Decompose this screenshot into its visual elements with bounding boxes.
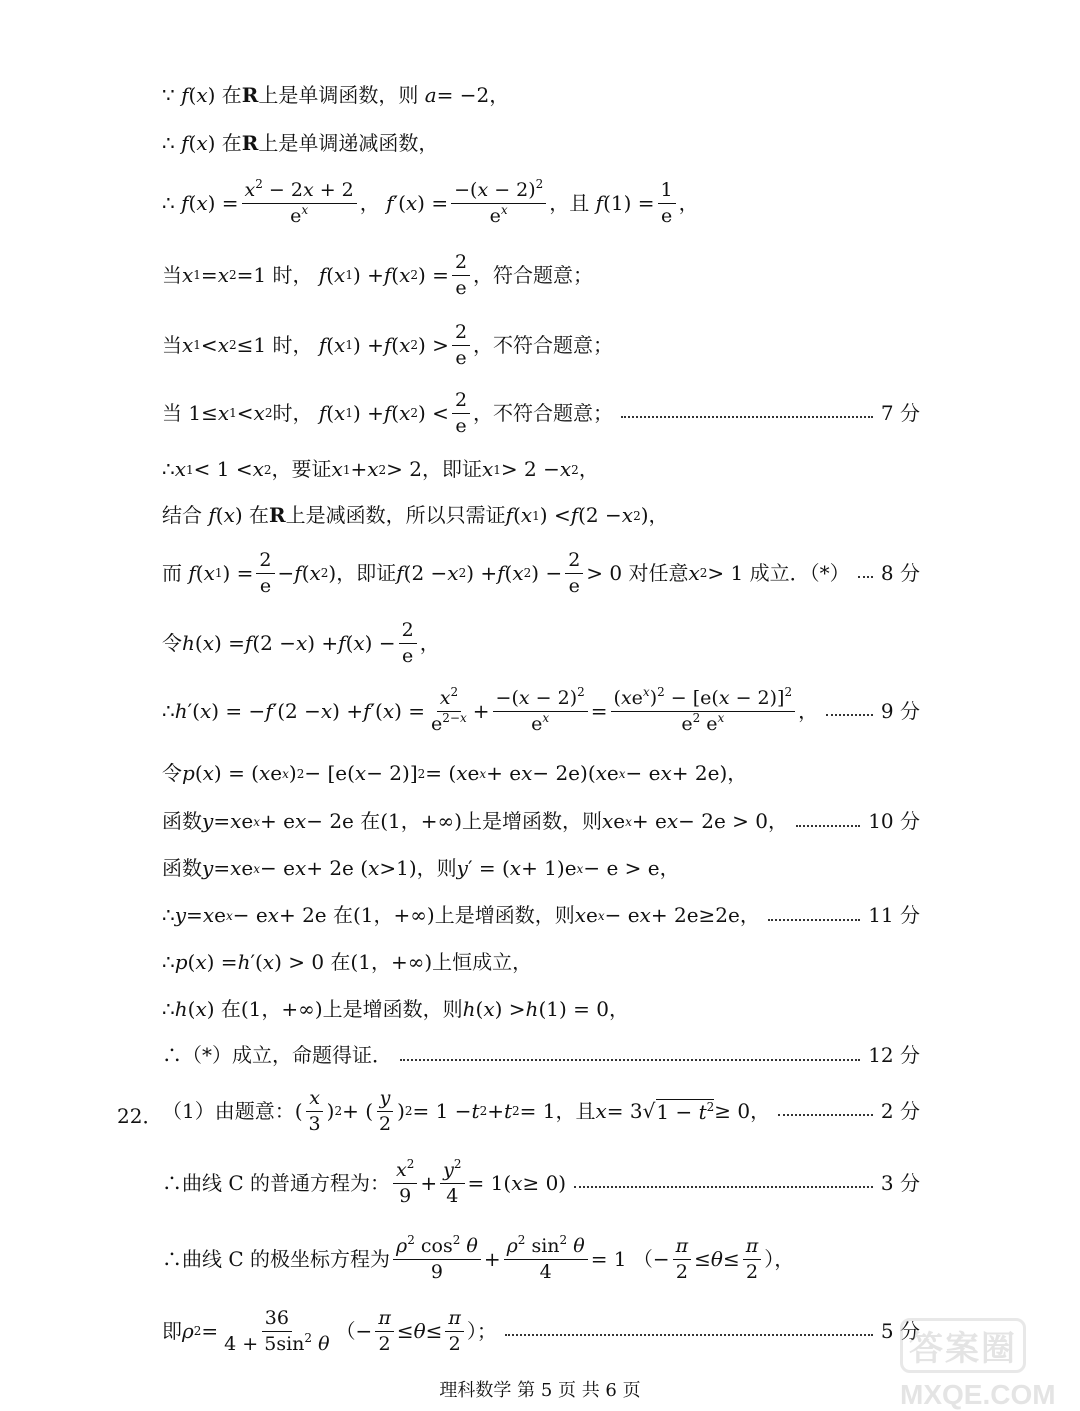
line-content: 函数 y = x e x + e x − 2e 在(1，+∞)上是增函数，则 x e x + e x − 2e > 0， — [162, 809, 789, 833]
fraction: $\frac{36}{4 + 5\sin^2 \theta}$ — [224, 1307, 330, 1355]
dotted-leader — [574, 1186, 873, 1188]
watermark — [900, 1318, 1075, 1408]
score-label: 11 分 — [868, 903, 920, 927]
fraction: $\frac{\pi}{2}$ — [743, 1236, 762, 1283]
line-content: ∴ f ( x ) = $\frac{x^2 - 2x + 2}{e^x}$ ， f ′( x ) = $\frac{-(x - 2)^2}{e^x}$ ，且 f (1) = $\frac{1}{e}$ ， — [162, 177, 699, 227]
fraction: $\frac{y^2}{4}$ — [440, 1160, 464, 1207]
line-content: ∴ f ( x ) 在 R 上是单调递减函数， — [162, 131, 439, 155]
proof-line-8 — [162, 504, 920, 527]
dotted-leader — [796, 825, 860, 827]
proof-line-5 — [162, 322, 920, 369]
fraction: $\frac{y}{2}$ — [376, 1088, 394, 1135]
fraction: $\frac{2}{e}$ — [452, 322, 470, 369]
line-content: 函数 y = x e x − e x + 2e ( x >1)，则 y ′ = ( x + 1)e x − e > e， — [162, 856, 680, 880]
dotted-leader — [400, 1059, 860, 1061]
score-label: 9 分 — [880, 698, 920, 723]
fraction: $\frac{\pi}{2}$ — [375, 1308, 394, 1355]
fraction: $\frac{\rho^2 \cos^2 \theta}{9}$ — [393, 1236, 481, 1283]
line-content: 当 1≤ x 1 < x 2 时， f ( x 1 ) + f ( x 2 ) < $\frac{2}{e}$ ，不符合题意； — [162, 389, 614, 437]
line-content: ∴ p ( x ) = h ′( x ) > 0 在(1，+∞)上恒成立， — [162, 950, 533, 974]
fraction: $\frac{2}{e}$ — [565, 550, 583, 597]
proof-line-18 — [162, 1044, 920, 1067]
dotted-leader — [858, 576, 873, 578]
score-label: 10 分 — [868, 809, 920, 833]
fraction: $\frac{2}{e}$ — [452, 390, 470, 437]
proof-line-16 — [162, 951, 920, 974]
line-content: ∴ h ′( x ) = − f ′(2 − x ) + f ′( x ) = $\frac{x^2}{e^{2-x}}$ + $\frac{-(x - 2)^2}{e^x}$ = $\frac{(xe^x)^2 - [e(x - 2)]^2}{e^2 e^x}$ ， — [162, 685, 819, 735]
proof-line-12 — [162, 762, 920, 785]
line-content: 结合 f ( x ) 在 R 上是减函数，所以只需证 f ( x 1 ) < f (2 − x 2 )， — [162, 503, 669, 527]
watermark-url: MXQE.COM — [900, 1379, 1056, 1410]
proof-line-21 — [162, 1233, 920, 1283]
line-content: 当 x 1 = x 2 =1 时， f ( x 1 ) + f ( x 2 ) = $\frac{2}{e}$ ，符合题意； — [162, 251, 594, 299]
line-content: ∴曲线 C 的普通方程为： $\frac{x^2}{9}$ + $\frac{y^2}{4}$ = 1( x ≥ 0) — [162, 1157, 567, 1207]
fraction: $\frac{x^2}{9}$ — [393, 1160, 417, 1207]
page-footer: 理科数学 第 5 页 共 6 页 — [439, 1380, 641, 1401]
fraction: $\frac{-(x - 2)^2}{e^x}$ — [451, 180, 546, 227]
line-content: 令 p ( x ) = ( x e x ) 2 − [e( x − 2)] 2 = ( x e x + e x − 2e)( x e x − e x + 2e)， — [162, 761, 748, 785]
fraction: $\frac{1}{e}$ — [658, 180, 676, 227]
dotted-leader — [621, 416, 873, 418]
proof-line-13 — [162, 810, 920, 833]
proof-line-19 — [162, 1088, 920, 1135]
score-label: 2 分 — [880, 1098, 920, 1123]
fraction: $\frac{\pi}{2}$ — [673, 1236, 692, 1283]
line-content: 令 h ( x ) = f (2 − x ) + f ( x ) − $\frac{2}{e}$ ， — [162, 619, 440, 667]
fraction: $\frac{x^2}{e^{2-x}}$ — [431, 685, 467, 735]
proof-line-2 — [162, 132, 920, 155]
proof-line-20 — [162, 1157, 920, 1207]
fraction: $\frac{2}{e}$ — [399, 620, 417, 667]
line-content: ∴曲线 C 的极坐标方程为 $\frac{\rho^2 \cos^2 \theta}{9}$ + $\frac{\rho^2 \sin^2 \theta}{4}$ = 1 （− $\frac{\pi}{2}$ ≤ θ ≤ $\frac{\pi}{2}$ ）， — [162, 1233, 795, 1283]
score-label: 3 分 — [880, 1170, 920, 1195]
score-label: 7 分 — [880, 400, 920, 425]
proof-line-3 — [162, 177, 920, 227]
line-content: ∵ f ( x ) 在 R 上是单调函数，则 a = −2， — [162, 83, 510, 107]
proof-line-14 — [162, 857, 920, 880]
fraction: $\frac{-(x - 2)^2}{e^x}$ — [493, 688, 588, 735]
fraction: $\frac{\rho^2 \sin^2 \theta}{4}$ — [504, 1236, 588, 1283]
fraction: $\frac{x^2 - 2x + 2}{e^x}$ — [242, 180, 357, 227]
line-content: ∴ h ( x ) 在(1，+∞)上是增函数，则 h ( x ) > h (1) = 0， — [162, 997, 629, 1021]
dotted-leader — [768, 919, 860, 921]
score-label: 8 分 — [880, 560, 920, 585]
proof-line-7 — [162, 458, 920, 481]
fraction: $\frac{x}{3}$ — [306, 1088, 324, 1135]
dotted-leader — [505, 1334, 873, 1336]
dotted-leader — [826, 714, 873, 716]
line-content: 当 x 1 < x 2 ≤1 时， f ( x 1 ) + f ( x 2 ) > $\frac{2}{e}$ ，不符合题意； — [162, 321, 614, 369]
fraction: $\frac{2}{e}$ — [452, 252, 470, 299]
line-content: （1）由题意：( $\frac{x}{3}$ ) 2 + ( $\frac{y}{2}$ ) 2 = 1 − t 2 + t 2 = 1，且 x = 3√ $1 - t^2$ ≥ 0， — [162, 1087, 771, 1135]
line-content: ∴ y = x e x − e x + 2e 在(1，+∞)上是增函数，则 x e x − e x + 2e≥2e， — [162, 903, 760, 927]
proof-line-22 — [162, 1308, 920, 1355]
dotted-leader — [778, 1114, 873, 1116]
proof-line-17 — [162, 998, 920, 1021]
line-content: ∴ x 1 < 1 < x 2 ，要证 x 1 + x 2 > 2，即证 x 1 > 2 − x 2 ， — [162, 457, 599, 481]
line-content: 而 f ( x 1 ) = $\frac{2}{e}$ − f ( x 2 )，即证 f (2 − x 2 ) + f ( x 2 ) − $\frac{2}{e}$ > 0 对任意 x 2 > 1 成立．（*） — [162, 549, 850, 597]
proof-line-11 — [162, 685, 920, 735]
score-label: 12 分 — [868, 1043, 920, 1067]
watermark-logo: 答案圈 — [900, 1318, 1026, 1373]
line-content: 即 ρ 2 = $\frac{36}{4 + 5\sin^2 \theta}$ （− $\frac{\pi}{2}$ ≤ θ ≤ $\frac{\pi}{2}$ ）； — [162, 1307, 497, 1355]
proof-line-9 — [162, 550, 920, 597]
fraction: $\frac{2}{e}$ — [256, 550, 274, 597]
fraction: $\frac{\pi}{2}$ — [445, 1308, 464, 1355]
proof-line-10 — [162, 620, 920, 667]
line-content: ∴（*）成立，命题得证． — [162, 1043, 392, 1067]
proof-line-15 — [162, 904, 920, 927]
fraction: $\frac{(xe^x)^2 - [e(x - 2)]^2}{e^2 e^x}$ — [611, 688, 796, 735]
proof-line-4 — [162, 252, 920, 299]
proof-line-1 — [162, 84, 920, 107]
proof-line-6 — [162, 390, 920, 437]
problem-number: 22． — [117, 1104, 163, 1128]
score-label: 5 分 — [880, 1318, 920, 1343]
